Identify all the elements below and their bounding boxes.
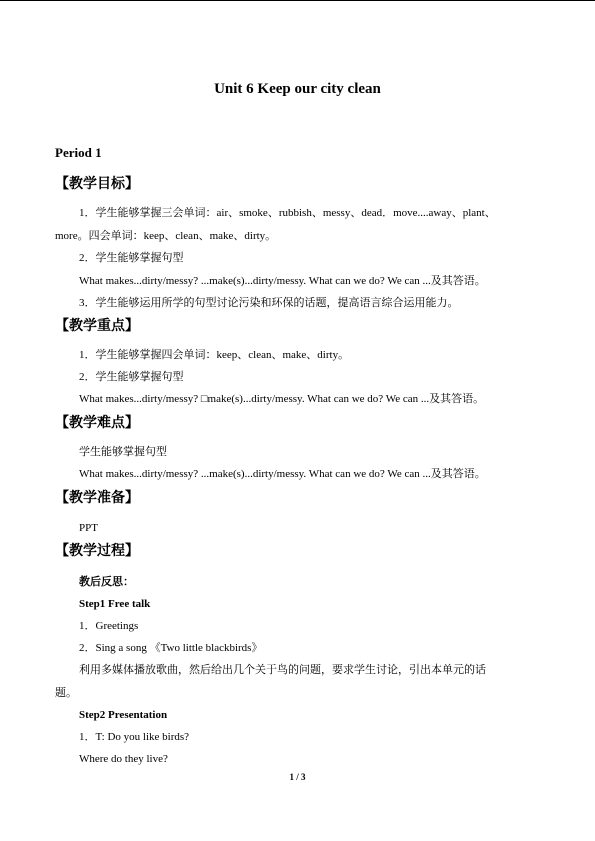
objectives-line-3: What makes...dirty/messy? ...make(s)...dirty/messy. What can we do? We can ...及其答语。 — [79, 275, 486, 287]
step2-item-2: Where do they live? — [79, 753, 168, 765]
preparation-line-1: PPT — [79, 522, 98, 534]
key-points-line-3: What makes...dirty/messy? □make(s)...dirty/messy. What can we do? We can ...及其答语。 — [79, 393, 485, 405]
objectives-line-1a: 1．学生能够掌握三会单词：air、smoke、rubbish、messy、dead．move....away、plant、 — [79, 207, 496, 219]
key-points-heading: 【教学重点】 — [55, 318, 139, 334]
step1-item-1: 1．Greetings — [79, 620, 139, 632]
top-rule — [0, 0, 595, 1]
objectives-line-2: 2．学生能够掌握句型 — [79, 252, 184, 264]
process-heading: 【教学过程】 — [55, 543, 139, 559]
period-label: Period 1 — [55, 145, 102, 160]
step1-title: Step1 Free talk — [79, 598, 151, 610]
step1-desc-a: 利用多媒体播放歌曲，然后给出几个关于鸟的问题，要求学生讨论，引出本单元的话 — [79, 664, 486, 676]
step1-item-2: 2．Sing a song 《Two little blackbirds》 — [79, 642, 263, 654]
objectives-heading: 【教学目标】 — [55, 176, 139, 192]
step2-title: Step2 Presentation — [79, 709, 168, 721]
key-points-line-2: 2．学生能够掌握句型 — [79, 371, 184, 383]
page-number: 1 / 3 — [289, 772, 306, 782]
preparation-heading: 【教学准备】 — [55, 490, 139, 506]
step2-item-1: 1．T: Do you like birds? — [79, 731, 190, 743]
key-points-line-1: 1．学生能够掌握四会单词：keep、clean、make、dirty。 — [79, 349, 350, 361]
difficulties-line-2: What makes...dirty/messy? ...make(s)...dirty/messy. What can we do? We can ...及其答语。 — [79, 468, 486, 480]
step1-desc-b: 题。 — [55, 687, 77, 699]
difficulties-heading: 【教学难点】 — [55, 415, 139, 431]
difficulties-line-1: 学生能够掌握句型 — [79, 446, 167, 458]
objectives-line-4: 3．学生能够运用所学的句型讨论污染和环保的话题，提高语言综合运用能力。 — [79, 297, 459, 309]
objectives-line-1b: more。四会单词：keep、clean、make、dirty。 — [55, 230, 277, 242]
reflection-label: 教后反思： — [79, 575, 134, 588]
document-title: Unit 6 Keep our city clean — [214, 81, 381, 97]
